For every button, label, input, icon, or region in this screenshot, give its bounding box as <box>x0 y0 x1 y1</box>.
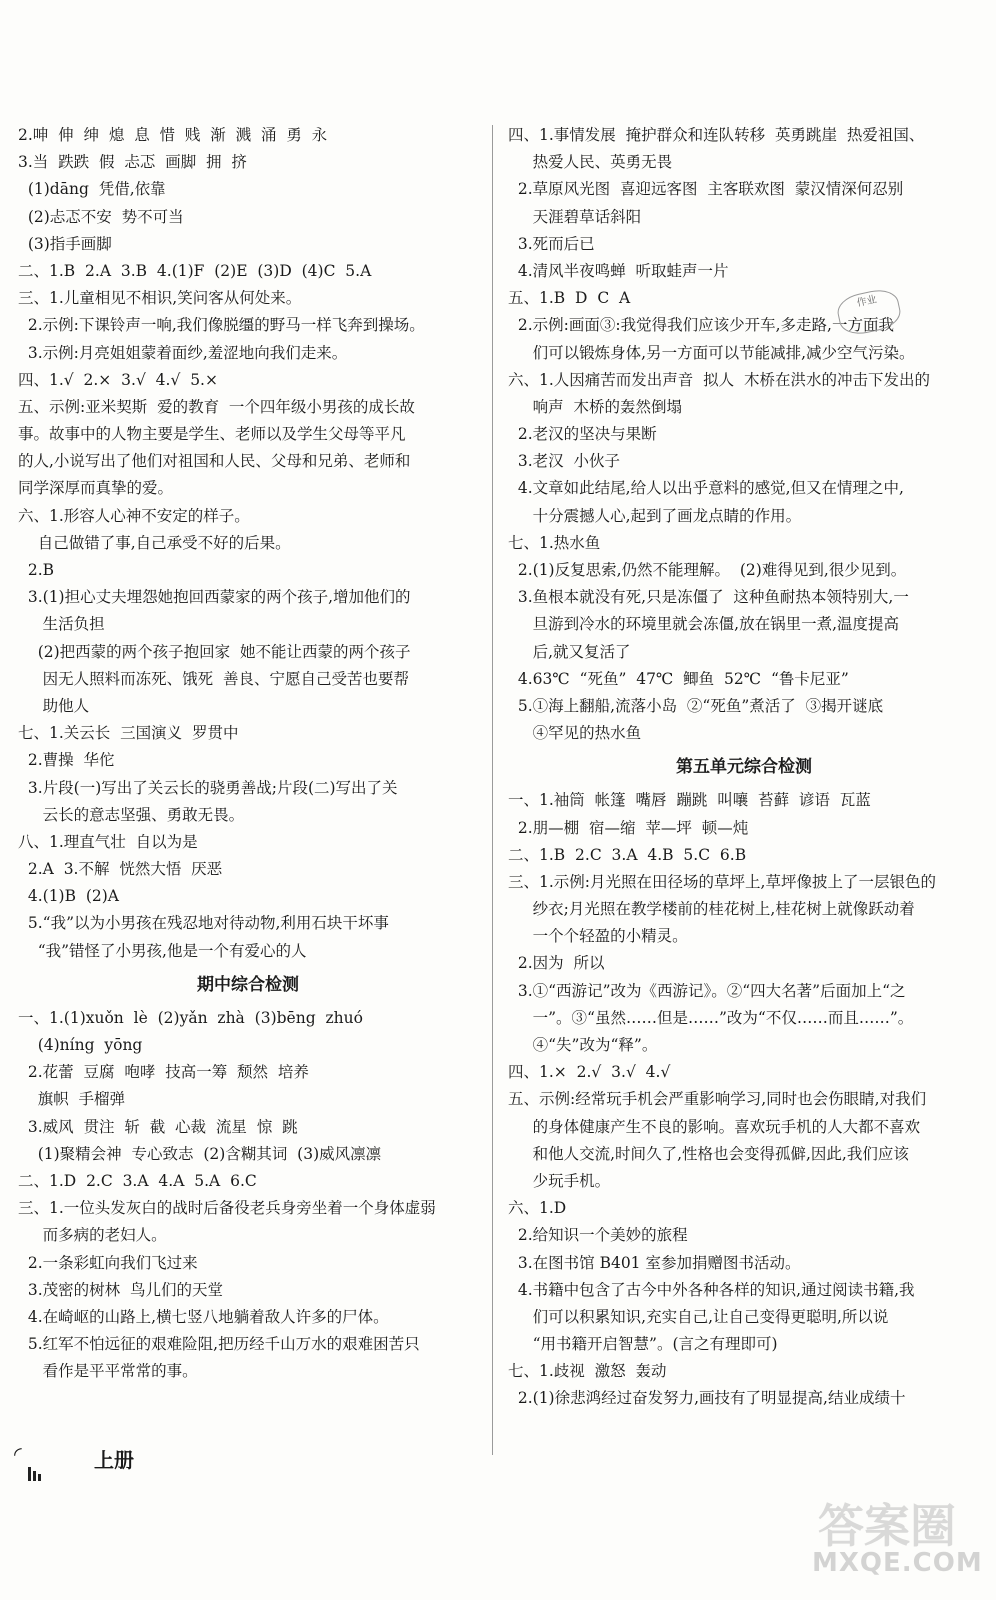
answer-line: 三、1.儿童相见不相识,笑问客从何处来。 <box>18 289 302 308</box>
answer-line: 的身体健康产生不良的影响。喜欢玩手机的人大都不喜欢 <box>508 1117 921 1136</box>
watermark-logo <box>812 1490 983 1590</box>
answer-line: 生活负担 <box>18 615 105 634</box>
answer-line: 和他人交流,时间久了,性格也会变得孤僻,因此,我们应该 <box>508 1144 909 1163</box>
answer-line: 3.片段(一)写出了关云长的骁勇善战;片段(二)写出了关 <box>18 778 398 797</box>
answer-line: 3.示例:月亮姐姐蒙着面纱,羞涩地向我们走来。 <box>18 343 348 362</box>
answer-line: 2.A 3.不解 恍然大悟 厌恶 <box>18 860 223 879</box>
answer-line: 事。故事中的人物主要是学生、老师以及学生父母等平凡 <box>18 425 406 444</box>
answer-line: 3.①“西游记”改为《西游记》。②“四大名著”后面加上“之 <box>508 981 906 1000</box>
watermark-url: MXQE.COM <box>812 1548 983 1578</box>
answer-line: 4.(1)B (2)A <box>18 887 119 906</box>
answer-line: 七、1.关云长 三国演义 罗贯中 <box>18 724 239 743</box>
answer-line: 二、1.B 2.A 3.B 4.(1)F (2)E (3)D (4)C 5.A <box>18 261 372 280</box>
answer-line: 2.曹操 华佗 <box>18 751 115 770</box>
answer-line: 2.花蕾 豆腐 咆哮 技高一筹 颓然 培养 <box>18 1063 309 1082</box>
answer-line: 2.因为 所以 <box>508 954 605 973</box>
answer-line: 助他人 <box>18 696 90 715</box>
answer-line: 少玩手机。 <box>508 1171 611 1190</box>
answer-line: 自己做错了事,自己承受不好的后果。 <box>18 533 291 552</box>
answer-line: 同学深厚而真挚的爱。 <box>18 479 174 498</box>
answer-line: 五、1.B D C A <box>508 289 631 308</box>
answer-line: 3.老汉 小伙子 <box>508 452 620 471</box>
answer-line: 2.呻 伸 绅 熄 息 惜 贱 渐 溅 涌 勇 永 <box>18 126 328 144</box>
answer-line: 们可以积累知识,充实自己,让自己变得更聪明,所以说 <box>508 1307 889 1326</box>
answer-line: 5.①海上翻船,流落小岛 ②“死鱼”煮活了 ③揭开谜底 <box>508 696 884 715</box>
answer-line: 3.当 跌跌 假 忐忑 画脚 拥 挤 <box>18 153 247 172</box>
answer-line: 五、示例:亚米契斯 爱的教育 一个四年级小男孩的成长故 <box>18 397 415 416</box>
answer-line: 六、1.形容人心神不安定的样子。 <box>18 506 250 525</box>
answer-line: ④“失”改为“释”。 <box>508 1036 658 1054</box>
answer-line: 4.清风半夜鸣蝉 听取蛙声一片 <box>508 261 729 280</box>
answer-line: 2.老汉的坚决与果断 <box>508 425 657 444</box>
answer-line: 4.63℃ “死鱼” 47℃ 鲫鱼 52℃ “鲁卡尼亚” <box>508 669 849 688</box>
section-heading: 期中综合检测 <box>197 974 299 995</box>
answer-line: 一、1.(1)xuǒn lè (2)yǎn zhà (3)bēng zhuó <box>18 1008 363 1027</box>
answer-line: 六、1.人因痛苦而发出声音 拟人 木桥在洪水的冲击下发出的 <box>508 370 930 389</box>
answer-line: 一、1.袖筒 帐篷 嘴唇 蹦跳 叫嚷 苔藓 谚语 瓦蓝 <box>508 791 871 810</box>
column-divider <box>492 125 493 1455</box>
answer-line: (2)把西蒙的两个孩子抱回家 她不能让西蒙的两个孩子 <box>18 642 411 661</box>
answer-line: 八、1.理直气壮 自以为是 <box>18 832 198 851</box>
answer-line: 六、1.D <box>508 1199 567 1218</box>
answer-line: 3.茂密的树林 鸟儿们的天堂 <box>18 1280 223 1299</box>
answer-line: 2.草原风光图 喜迎远客图 主客联欢图 蒙汉情深何忍别 <box>508 180 904 199</box>
answer-line: 旦游到冷水的环境里就会冻僵,放在锅里一煮,温度提高 <box>508 615 899 634</box>
answer-line: 2.示例:下课铃声一响,我们像脱缰的野马一样飞奔到操场。 <box>18 316 425 335</box>
answer-line: 2.B <box>18 561 55 579</box>
answer-line: 三、1.示例:月光照在田径场的草坪上,草坪像披上了一层银色的 <box>508 872 936 891</box>
answer-line: 5.红军不怕远征的艰难险阻,把历经千山万水的艰难困苦只 <box>18 1335 420 1354</box>
answer-line: 后,就又复活了 <box>508 642 631 661</box>
decorative-swirl-icon: ◜ <box>14 1442 22 1466</box>
answer-line: 四、1.事情发展 掩护群众和连队转移 英勇跳崖 热爱祖国、 <box>508 126 925 144</box>
answer-line: 的人,小说写出了他们对祖国和人民、父母和兄弟、老师和 <box>18 452 411 471</box>
answer-line: (1)聚精会神 专心致志 (2)含糊其词 (3)威风凛凛 <box>18 1144 382 1163</box>
answer-line: 3.在图书馆 B401 室参加捐赠图书活动。 <box>508 1253 801 1272</box>
answer-line: 四、1.× 2.√ 3.√ 4.√ <box>508 1063 671 1082</box>
right-answer-column <box>508 122 980 1413</box>
decorative-bars-icon <box>28 1462 43 1481</box>
answer-line: 四、1.√ 2.× 3.√ 4.√ 5.× <box>18 370 218 389</box>
answer-line: (4)níng yōng <box>18 1036 143 1054</box>
answer-line: (2)忐忑不安 势不可当 <box>18 207 184 226</box>
answer-line: 3.(1)担心丈夫埋怨她抱回西蒙家的两个孩子,增加他们的 <box>18 588 411 607</box>
answer-line: 3.死而后已 <box>508 234 595 253</box>
answer-line: 因无人照料而冻死、饿死 善良、宁愿自己受苦也要帮 <box>18 669 409 688</box>
answer-line: 一个个轻盈的小精灵。 <box>508 927 688 946</box>
answer-line: 三、1.一位头发灰白的战时后备役老兵身旁坐着一个身体虚弱 <box>18 1199 436 1218</box>
answer-line: “用书籍开启智慧”。(言之有理即可) <box>508 1335 778 1354</box>
answer-line: 4.书籍中包含了古今中外各种各样的知识,通过阅读书籍,我 <box>508 1280 915 1299</box>
answer-line: 二、1.D 2.C 3.A 4.A 5.A 6.C <box>18 1171 257 1190</box>
handwritten-stamp: 作业 <box>835 286 904 338</box>
answer-line: 3.鱼根本就没有死,只是冻僵了 这种鱼耐热本领特别大,一 <box>508 588 909 607</box>
left-answer-column <box>18 122 478 1385</box>
answer-line: 2.示例:画面③:我觉得我们应该少开车,多走路,一方面我 <box>508 316 894 335</box>
answer-line: “我”错怪了小男孩,他是一个有爱心的人 <box>18 941 307 960</box>
section-heading: 第五单元综合检测 <box>676 757 812 778</box>
answer-line: 4.文章如此结尾,给人以出乎意料的感觉,但又在情理之中, <box>508 479 904 498</box>
answer-line: 5.“我”以为小男孩在残忍地对待动物,利用石块干坏事 <box>18 914 389 933</box>
page-footer <box>14 1440 174 1480</box>
answer-line: 天涯碧草话斜阳 <box>508 207 642 226</box>
answer-line: 2.一条彩虹向我们飞过来 <box>18 1253 198 1272</box>
answer-line: 2.朋—棚 宿—缩 苹—坪 顿—炖 <box>508 818 749 837</box>
answer-line: 云长的意志坚强、勇敢无畏。 <box>18 805 245 824</box>
answer-line: 纱衣;月光照在教学楼前的桂花树上,桂花树上就像跃动着 <box>508 900 915 919</box>
answer-line: 2.给知识一个美妙的旅程 <box>508 1226 688 1245</box>
answer-line: 一”。③“虽然……但是……”改为“不仅……而且……”。 <box>508 1008 914 1027</box>
answer-line: 二、1.B 2.C 3.A 4.B 5.C 6.B <box>508 845 747 864</box>
watermark-logo-text: 答案圈 <box>818 1499 956 1553</box>
answer-line: 2.(1)徐悲鸿经过奋发努力,画技有了明显提高,结业成绩十 <box>508 1389 906 1408</box>
answer-line: ④罕见的热水鱼 <box>508 724 642 743</box>
answer-line: 七、1.歧视 激怒 轰动 <box>508 1362 667 1381</box>
answer-line: (1)dāng 凭借,依靠 <box>18 180 166 199</box>
answer-line: 3.威风 贯注 斩 截 心裁 流星 惊 跳 <box>18 1117 298 1136</box>
answer-line: 4.在崎岖的山路上,横七竖八地躺着敌人许多的尸体。 <box>18 1307 389 1326</box>
answer-line: 而多病的老妇人。 <box>18 1226 167 1245</box>
answer-line: 旗帜 手榴弹 <box>18 1090 126 1109</box>
answer-line: 响声 木桥的轰然倒塌 <box>508 397 682 416</box>
answer-line: 十分震撼人心,起到了画龙点睛的作用。 <box>508 506 802 525</box>
answer-line: (3)指手画脚 <box>18 234 112 253</box>
answer-line: 2.(1)反复思索,仍然不能理解。 (2)难得见到,很少见到。 <box>508 561 907 579</box>
answer-line: 五、示例:经常玩手机会严重影响学习,同时也会伤眼睛,对我们 <box>508 1090 927 1109</box>
answer-line: 热爱人民、英勇无畏 <box>508 153 673 172</box>
volume-label: 上册 <box>94 1448 134 1472</box>
answer-line: 七、1.热水鱼 <box>508 533 601 552</box>
answer-line: 看作是平平常常的事。 <box>18 1362 198 1381</box>
answer-line: 们可以锻炼身体,另一方面可以节能减排,减少空气污染。 <box>508 343 915 362</box>
